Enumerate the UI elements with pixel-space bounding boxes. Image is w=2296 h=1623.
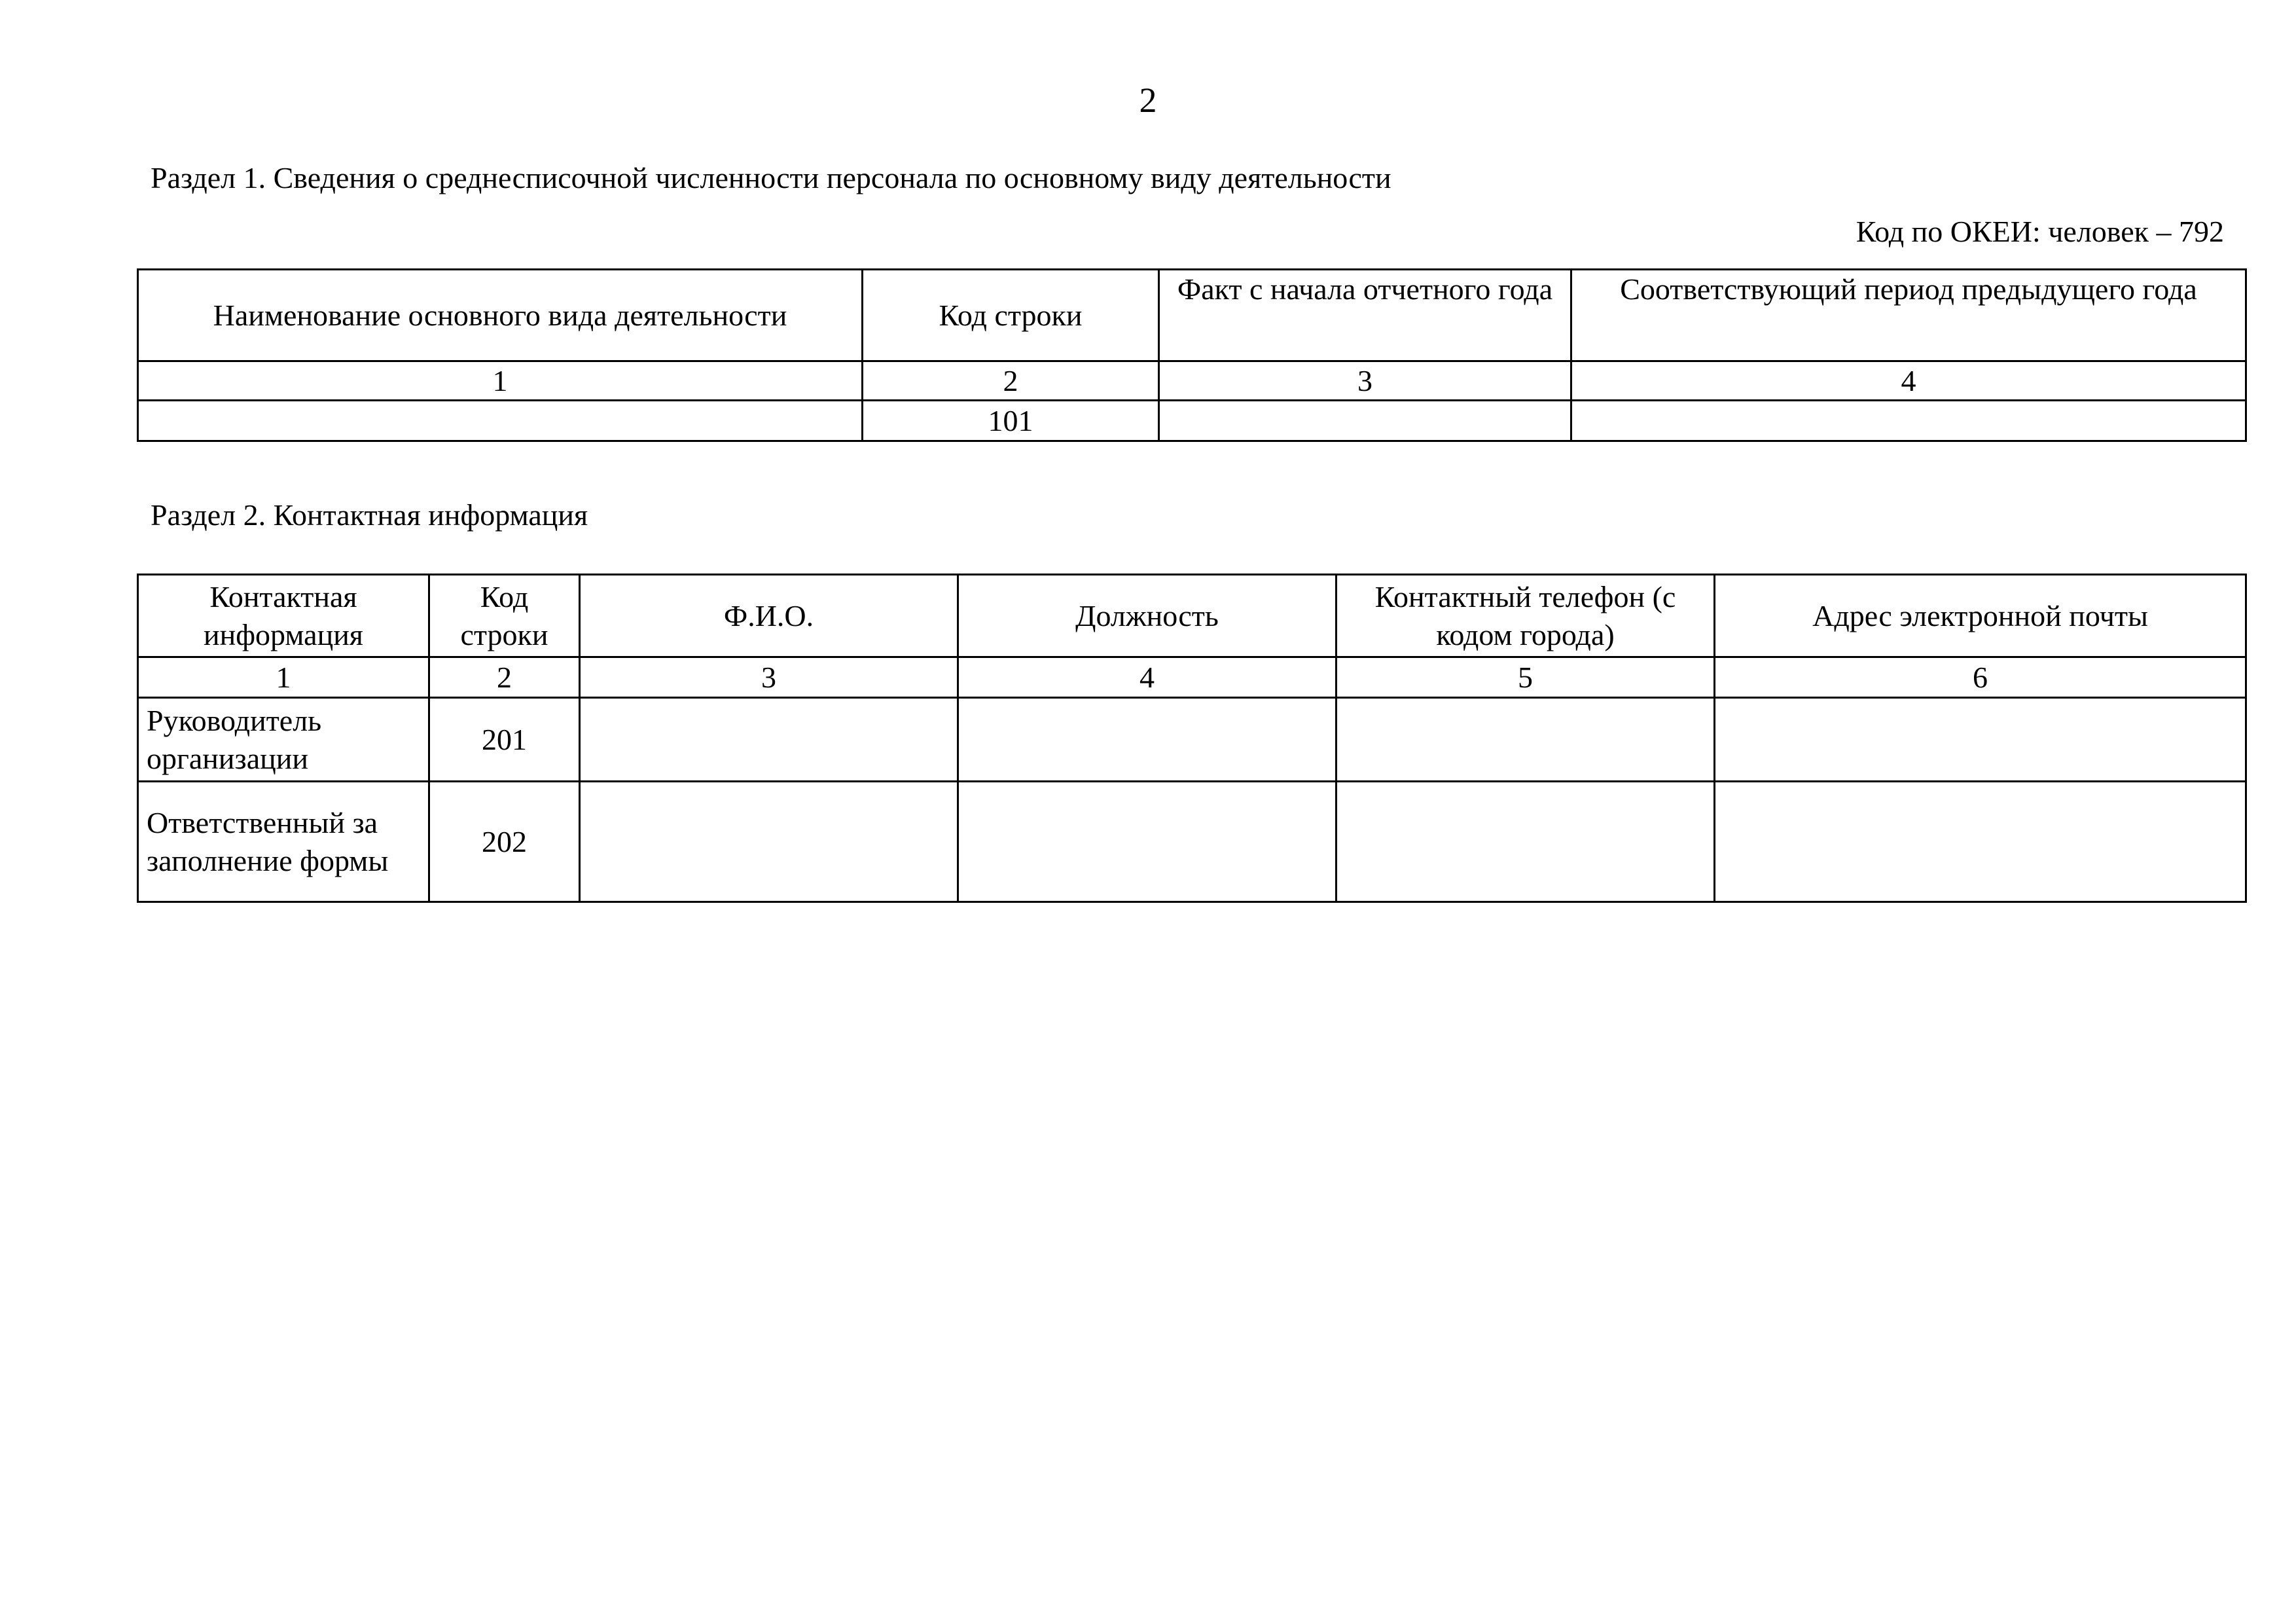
column-number: 2 (429, 657, 580, 698)
column-number: 3 (580, 657, 958, 698)
header-contact-phone: Контактный телефон (с кодом города) (1336, 575, 1715, 657)
email-cell[interactable] (1715, 698, 2246, 782)
section2-row-201 (138, 698, 2246, 782)
header-row-code: Код строки (863, 270, 1159, 361)
column-number: 2 (863, 361, 1159, 401)
previous-year-value-cell[interactable] (1571, 401, 2246, 441)
section2-table (137, 574, 2247, 903)
column-number: 1 (138, 361, 863, 401)
section1-column-numbers-row (138, 361, 2246, 401)
section1-title: Раздел 1. Сведения о среднесписочной численности персонала по основному виду деятельности (151, 161, 1391, 194)
header-row-code: Код строки (429, 575, 580, 657)
section1-row-101 (138, 401, 2246, 441)
email-cell[interactable] (1715, 782, 2246, 902)
full-name-cell[interactable] (580, 698, 958, 782)
header-previous-year-period: Соответствующий период предыдущего года (1571, 270, 2246, 361)
row-code-cell: 201 (429, 698, 580, 782)
header-position: Должность (958, 575, 1336, 657)
column-number: 4 (1571, 361, 2246, 401)
activity-name-cell[interactable] (138, 401, 863, 441)
header-contact-info: Контактная информация (138, 575, 429, 657)
page-number: 2 (1139, 81, 1157, 120)
section2-row-202 (138, 782, 2246, 902)
position-cell[interactable] (958, 698, 1336, 782)
section2-column-numbers-row (138, 657, 2246, 698)
section1-header-row (138, 270, 2246, 361)
full-name-cell[interactable] (580, 782, 958, 902)
column-number: 6 (1715, 657, 2246, 698)
section2-header-row (138, 575, 2246, 657)
position-cell[interactable] (958, 782, 1336, 902)
phone-cell[interactable] (1336, 782, 1715, 902)
column-number: 5 (1336, 657, 1715, 698)
contact-role-label: Руководитель организации (138, 698, 429, 782)
header-email-address: Адрес электронной почты (1715, 575, 2246, 657)
section1-table (137, 268, 2247, 442)
column-number: 4 (958, 657, 1336, 698)
section2-title: Раздел 2. Контактная информация (151, 498, 588, 532)
column-number: 1 (138, 657, 429, 698)
column-number: 3 (1159, 361, 1571, 401)
okei-unit-code: Код по ОКЕИ: человек – 792 (1856, 215, 2224, 248)
contact-role-label: Ответственный за заполнение формы (138, 782, 429, 902)
header-fact-since-year-start: Факт с начала отчетного года (1159, 270, 1571, 361)
row-code-cell: 101 (863, 401, 1159, 441)
phone-cell[interactable] (1336, 698, 1715, 782)
row-code-cell: 202 (429, 782, 580, 902)
header-activity-name: Наименование основного вида деятельности (138, 270, 863, 361)
header-full-name: Ф.И.О. (580, 575, 958, 657)
fact-value-cell[interactable] (1159, 401, 1571, 441)
